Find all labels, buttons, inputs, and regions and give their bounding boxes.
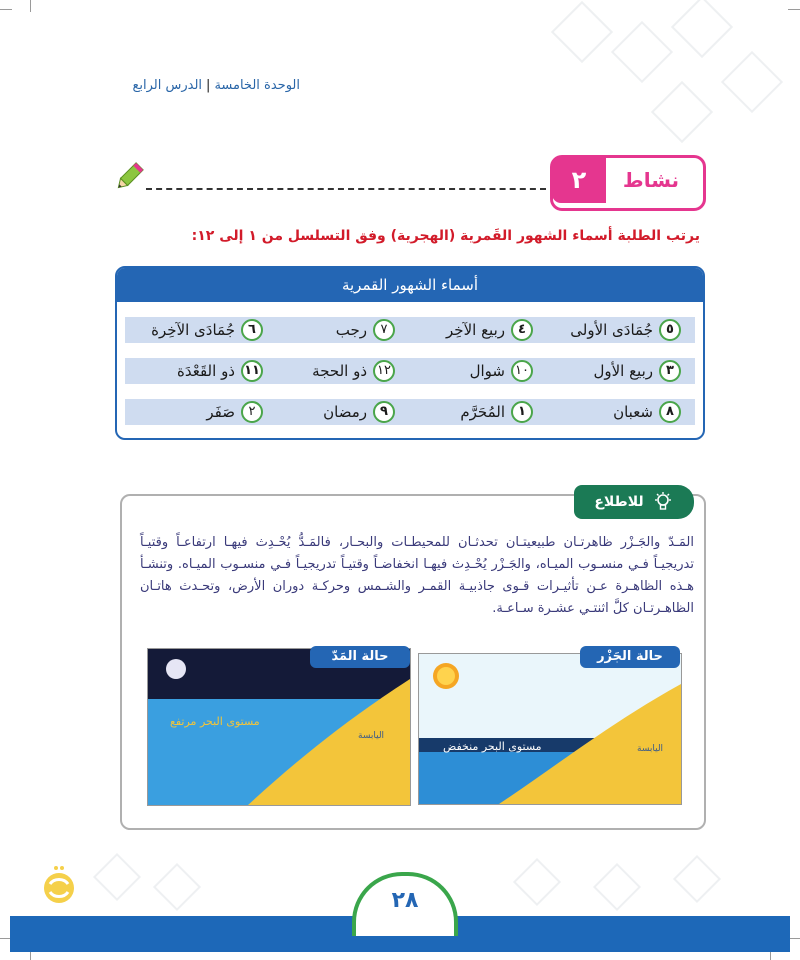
answer-badge: ١ [511,401,533,423]
info-paragraph: المَـدّ والجَـزْر ظاهرتـان طبيعيتـان تحدثـان للمحيطـات والبحـار، فالمَـدُّ يُحْـدِث فيهـا ارتفاعـاً وقتيـاً تدريجيـاً فـي منسـوب الميـاه، والجَـزْر يُحْـدِث فيهـا انخفاضـاً وقتيـاً تدريجيـاً فـي منسـوب الميـاه. وتنشـأ هـذه الظاهـرة عـن تأثيـرات قـوى جاذبيـة القمـر والشـمس وحركـة دوران الأرض، وتحـدث هاتـان الظاهـرتـان كلَّ اثنتـي عشـرة سـاعـة. [140,535,694,616]
lesson-title: الدرس الرابع [132,78,203,93]
decorative-pattern [611,21,673,83]
header-separator: | [206,78,211,93]
high-tide-tag: حالة المَدّ [310,646,410,668]
unit-title: الوحدة الخامسة [214,78,300,93]
month-cell [593,358,681,384]
answer-badge: ١١ [241,360,263,382]
month-name: المُحَرَّم [460,403,505,421]
month-name: جُمَادَى الأولى [570,321,653,339]
month-cell [206,399,263,425]
month-name: شوال [469,362,505,380]
activity-number: ٢ [552,157,606,203]
month-cell [312,358,395,384]
answer-badge: ٥ [659,319,681,341]
decorative-pattern [671,0,733,58]
crop-mark [0,9,12,10]
month-name: ربيع الآخِر [446,321,505,339]
low-tide-tag: حالة الجَزْر [580,646,680,668]
answer-badge: ٦ [241,319,263,341]
month-cell [613,399,681,425]
month-cell [470,358,533,384]
publisher-logo-icon [42,864,76,908]
decorative-pattern [551,1,613,63]
sea-level-label: مستوى البحر منخفض [443,740,542,753]
info-tab [574,485,694,519]
land-label: اليابسة [358,731,385,741]
answer-badge: ٧ [373,319,395,341]
answer-badge: ٨ [659,401,681,423]
decorative-pattern [93,853,141,901]
month-cell [151,317,263,343]
decorative-pattern [153,863,201,911]
decorative-pattern [513,858,561,906]
answer-badge: ٢ [241,401,263,423]
month-cell [446,317,533,343]
month-name: ربيع الأول [593,362,653,380]
info-title: للاطلاع [594,494,644,510]
month-cell [177,358,263,384]
month-cell [323,399,395,425]
month-name: صَفَر [206,403,235,421]
month-name: ذو الحجة [312,362,367,380]
activity-instruction: يرتب الطلبة أسماء الشهور القَمرية (الهجرية) وفق التسلسل من ١ إلى ١٢: [191,228,700,244]
month-name: رمضان [323,403,367,421]
answer-badge: ٣ [659,360,681,382]
table-title: أسماء الشهور القمرية [117,268,703,302]
crop-mark [30,0,31,12]
land-label: اليابسة [637,744,664,754]
high-tide-illustration [147,648,411,806]
decorative-pattern [593,863,641,911]
sea-level-label: مستوى البحر مرتفع [170,715,260,728]
answer-badge: ٩ [373,401,395,423]
month-name: ذو القَعْدَة [177,362,235,380]
lunar-months-table [115,266,705,440]
month-cell [336,317,395,343]
dashed-divider [146,188,546,190]
decorative-pattern [673,855,721,903]
month-name: رجب [335,321,367,339]
running-header [132,78,300,93]
answer-badge: ٤ [511,319,533,341]
month-cell [570,317,681,343]
month-cell [460,399,533,425]
decorative-pattern [721,51,783,113]
low-tide-illustration [418,653,682,805]
month-name: جُمَادَى الآخِرة [151,321,235,339]
answer-badge: ١٠ [511,360,533,382]
pencil-icon [112,160,146,194]
month-name: شعبان [613,403,653,421]
answer-badge: ١٢ [373,360,395,382]
page-number: ٢٨ [352,872,458,936]
decorative-pattern [651,81,713,143]
activity-label: نشاط [622,168,680,192]
lightbulb-icon [652,491,674,513]
crop-mark [788,9,800,10]
